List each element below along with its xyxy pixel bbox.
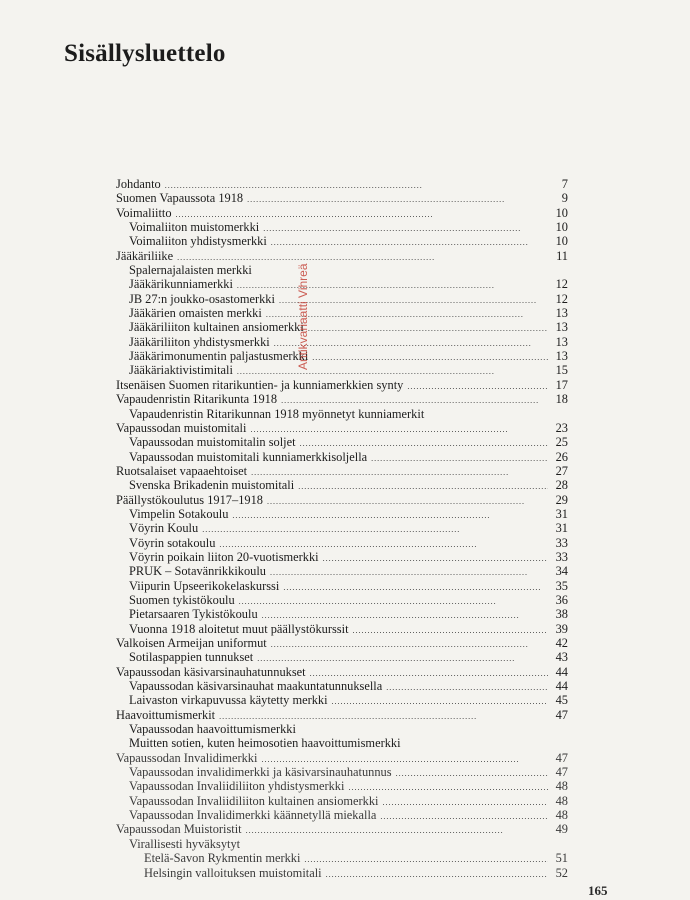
- toc-entry: [116, 507, 568, 521]
- toc-entry-page: 47: [555, 765, 568, 780]
- toc-entry-title: Sotilaspappien tunnukset: [129, 650, 254, 665]
- toc-entry: [116, 521, 568, 535]
- toc-entry-title: Jääkäriaktivistimitali: [129, 363, 233, 378]
- toc-entry: [116, 407, 568, 421]
- toc-entry-title: Vapaussodan käsivarsinauhat maakuntatunnuksella: [129, 679, 383, 694]
- toc-entry: [116, 493, 568, 507]
- toc-entry-title: Vapaussodan Invaliidiliiton kultainen ansiomerkki: [129, 793, 379, 808]
- toc-entry-title: Vapaussodan Muistoristit: [116, 822, 242, 837]
- toc-entry-title: Vapaussodan Invalidimerkki: [116, 750, 258, 765]
- toc-entry-page: 36: [555, 592, 568, 607]
- toc-entry-title: Vapaussodan invalidimerkki ja käsivarsinauhatunnus: [129, 765, 392, 780]
- toc-entry-page: 39: [555, 621, 568, 636]
- toc-entry-page: 51: [555, 851, 568, 866]
- toc-entry-page: 44: [555, 679, 568, 694]
- toc-entry: [116, 177, 568, 191]
- toc-entry-title: Vapaussodan muistomitalin soljet: [129, 435, 296, 450]
- toc-entry-title: JB 27:n joukko-osastomerkki: [129, 291, 275, 306]
- toc-entry-title: Muitten sotien, kuten heimosotien haavoittumismerkki: [129, 736, 401, 751]
- toc-entry-title: Svenska Brikadenin muistomitali: [129, 478, 295, 493]
- toc-entry-title: Vapaussodan muistomitali kunniamerkkisoljella: [129, 449, 368, 464]
- toc-entry-page: 9: [561, 191, 568, 206]
- toc-entry: [116, 378, 568, 392]
- toc-entry-title: Jääkäriliiton yhdistysmerkki: [129, 334, 270, 349]
- toc-entry-page: 52: [555, 865, 568, 880]
- toc-entry-page: 17: [555, 377, 568, 392]
- toc-entry-page: 10: [555, 220, 568, 235]
- toc-entry: [116, 708, 568, 722]
- toc-entry-title: Ruotsalaiset vapaaehtoiset: [116, 463, 248, 478]
- toc-entry: [116, 866, 568, 880]
- toc-entry-page: 18: [555, 392, 568, 407]
- toc-entry-title: PRUK – Sotavänrikkikoulu: [129, 564, 266, 579]
- toc-entry-title: Vapaussodan Invaliidiliiton yhdistysmerkki: [129, 779, 345, 794]
- toc-entry-title: Jääkäriliiton kultainen ansiomerkki: [129, 320, 304, 335]
- toc-entry-title: Helsingin valloituksen muistomitali: [144, 865, 322, 880]
- toc-entry: [116, 607, 568, 621]
- toc-entry-title: Jääkärikunniamerkki: [129, 277, 233, 292]
- toc-entry: [116, 564, 568, 578]
- toc-entry-title: Vapaussodan haavoittumismerkki: [129, 722, 296, 737]
- toc-entry: [116, 392, 568, 406]
- toc-entry-page: 27: [555, 463, 568, 478]
- toc-entry-title: Vapaussodan käsivarsinauhatunnukset: [116, 664, 306, 679]
- toc-entry: [116, 722, 568, 736]
- toc-entry: [116, 478, 568, 492]
- toc-entry: [116, 234, 568, 248]
- toc-entry-title: Itsenäisen Suomen ritarikuntien- ja kunniamerkkien synty: [116, 377, 404, 392]
- toc-entry-page: 12: [555, 277, 568, 292]
- toc-entry-page: 47: [555, 707, 568, 722]
- toc-entry-page: 44: [555, 664, 568, 679]
- toc-entry-title: Vöyrin Koulu: [129, 521, 199, 536]
- toc-entry: [116, 450, 568, 464]
- toc-entry-title: Jääkäriliike: [116, 248, 174, 263]
- toc-entry: [116, 349, 568, 363]
- toc-entry-page: 10: [555, 205, 568, 220]
- toc-entry: [116, 249, 568, 263]
- toc-dot-leader: [326, 866, 548, 882]
- watermark-stamp: Antikvariaatti Vihreä: [296, 263, 310, 370]
- table-of-contents: [116, 177, 568, 880]
- toc-entry-page: 33: [555, 535, 568, 550]
- toc-entry: [116, 335, 568, 349]
- toc-entry-page: 26: [555, 449, 568, 464]
- toc-entry-title: Vapaudenristin Ritarikunnan 1918 myönnetyt kunniamerkit: [129, 406, 425, 421]
- toc-entry-page: 48: [555, 779, 568, 794]
- toc-dot-leader: [246, 822, 548, 838]
- toc-entry-title: Vuonna 1918 aloitetut muut päällystökurssit: [129, 621, 349, 636]
- toc-entry: [116, 622, 568, 636]
- toc-entry-page: 28: [555, 478, 568, 493]
- toc-entry-title: Virallisesti hyväksytyt: [129, 836, 241, 851]
- page-title: Sisällysluettelo: [64, 40, 226, 67]
- toc-entry-page: 7: [561, 177, 568, 191]
- toc-entry: [116, 263, 568, 277]
- toc-entry: [116, 851, 568, 865]
- page-number: 165: [588, 883, 608, 898]
- toc-entry-title: Laivaston virkapuvussa käytetty merkki: [129, 693, 328, 708]
- toc-entry: [116, 736, 568, 750]
- toc-entry: [116, 320, 568, 334]
- toc-entry: [116, 665, 568, 679]
- toc-entry: [116, 306, 568, 320]
- toc-entry: [116, 363, 568, 377]
- toc-entry-title: Johdanto: [116, 177, 161, 191]
- toc-entry: [116, 650, 568, 664]
- toc-entry-page: 31: [555, 521, 568, 536]
- toc-entry: [116, 822, 568, 836]
- toc-entry: [116, 693, 568, 707]
- toc-entry-title: Vimpelin Sotakoulu: [129, 506, 229, 521]
- toc-entry-title: Valkoisen Armeijan uniformut: [116, 636, 267, 650]
- toc-entry: [116, 794, 568, 808]
- toc-entry: [116, 751, 568, 765]
- toc-entry-title: Vöyrin poikain liiton 20-vuotismerkki: [129, 549, 319, 564]
- toc-entry-title: Suomen Vapaussota 1918: [116, 191, 244, 206]
- toc-entry-page: 13: [555, 320, 568, 335]
- toc-entry: [116, 779, 568, 793]
- toc-entry-page: 38: [555, 607, 568, 622]
- toc-entry-page: 45: [555, 693, 568, 708]
- toc-entry: [116, 435, 568, 449]
- toc-entry-title: Voimaliitto: [116, 205, 172, 220]
- toc-entry-page: 13: [555, 334, 568, 349]
- toc-entry: [116, 220, 568, 234]
- toc-entry-page: 31: [555, 506, 568, 521]
- toc-entry: [116, 206, 568, 220]
- toc-entry-page: 34: [555, 564, 568, 579]
- toc-entry-title: Suomen tykistökoulu: [129, 592, 235, 607]
- toc-entry-title: Pietarsaaren Tykistökoulu: [129, 607, 258, 622]
- toc-entry-title: Vapaussodan Invalidimerkki käännetyllä miekalla: [129, 808, 377, 823]
- toc-entry-page: 10: [555, 234, 568, 249]
- toc-entry: [116, 808, 568, 822]
- toc-entry-page: 48: [555, 808, 568, 823]
- toc-entry-title: Jääkärien omaisten merkki: [129, 306, 262, 321]
- toc-entry-page: 33: [555, 549, 568, 564]
- toc-entry: [116, 277, 568, 291]
- toc-entry: [116, 593, 568, 607]
- toc-entry: [116, 579, 568, 593]
- toc-entry-title: Vöyrin sotakoulu: [129, 535, 216, 550]
- toc-entry-title: Viipurin Upseerikokelaskurssi: [129, 578, 280, 593]
- toc-entry-page: 43: [555, 650, 568, 665]
- toc-entry-title: Vapaudenristin Ritarikunta 1918: [116, 392, 278, 407]
- toc-entry: [116, 536, 568, 550]
- toc-entry: [116, 464, 568, 478]
- toc-entry: [116, 837, 568, 851]
- toc-entry: [116, 421, 568, 435]
- toc-entry-page: 47: [555, 750, 568, 765]
- toc-entry-title: Vapaussodan muistomitali: [116, 420, 247, 435]
- toc-entry-page: 23: [555, 420, 568, 435]
- toc-entry: [116, 191, 568, 205]
- toc-entry-page: 29: [555, 492, 568, 507]
- toc-entry-page: 13: [555, 306, 568, 321]
- toc-entry-page: 42: [555, 636, 568, 650]
- toc-entry: [116, 679, 568, 693]
- toc-entry-title: Haavoittumismerkit: [116, 707, 216, 722]
- toc-entry-title: Jääkärimonumentin paljastusmerkki: [129, 349, 309, 364]
- toc-entry: [116, 550, 568, 564]
- toc-entry: [116, 636, 568, 650]
- toc-entry-page: 25: [555, 435, 568, 450]
- toc-entry-page: 15: [555, 363, 568, 378]
- toc-entry: [116, 292, 568, 306]
- toc-entry-title: Voimaliiton muistomerkki: [129, 220, 260, 235]
- toc-entry-title: Spalernajalaisten merkki: [129, 263, 252, 278]
- toc-entry-page: 11: [556, 248, 568, 263]
- toc-entry-title: Voimaliiton yhdistysmerkki: [129, 234, 267, 249]
- toc-entry-page: 48: [555, 793, 568, 808]
- toc-entry-title: Etelä-Savon Rykmentin merkki: [144, 851, 301, 866]
- toc-entry-page: 12: [555, 291, 568, 306]
- toc-entry-page: 13: [555, 349, 568, 364]
- toc-entry-title: Päällystökoulutus 1917–1918: [116, 492, 263, 507]
- toc-entry-page: 35: [555, 578, 568, 593]
- toc-entry: [116, 765, 568, 779]
- toc-entry-page: 49: [555, 822, 568, 837]
